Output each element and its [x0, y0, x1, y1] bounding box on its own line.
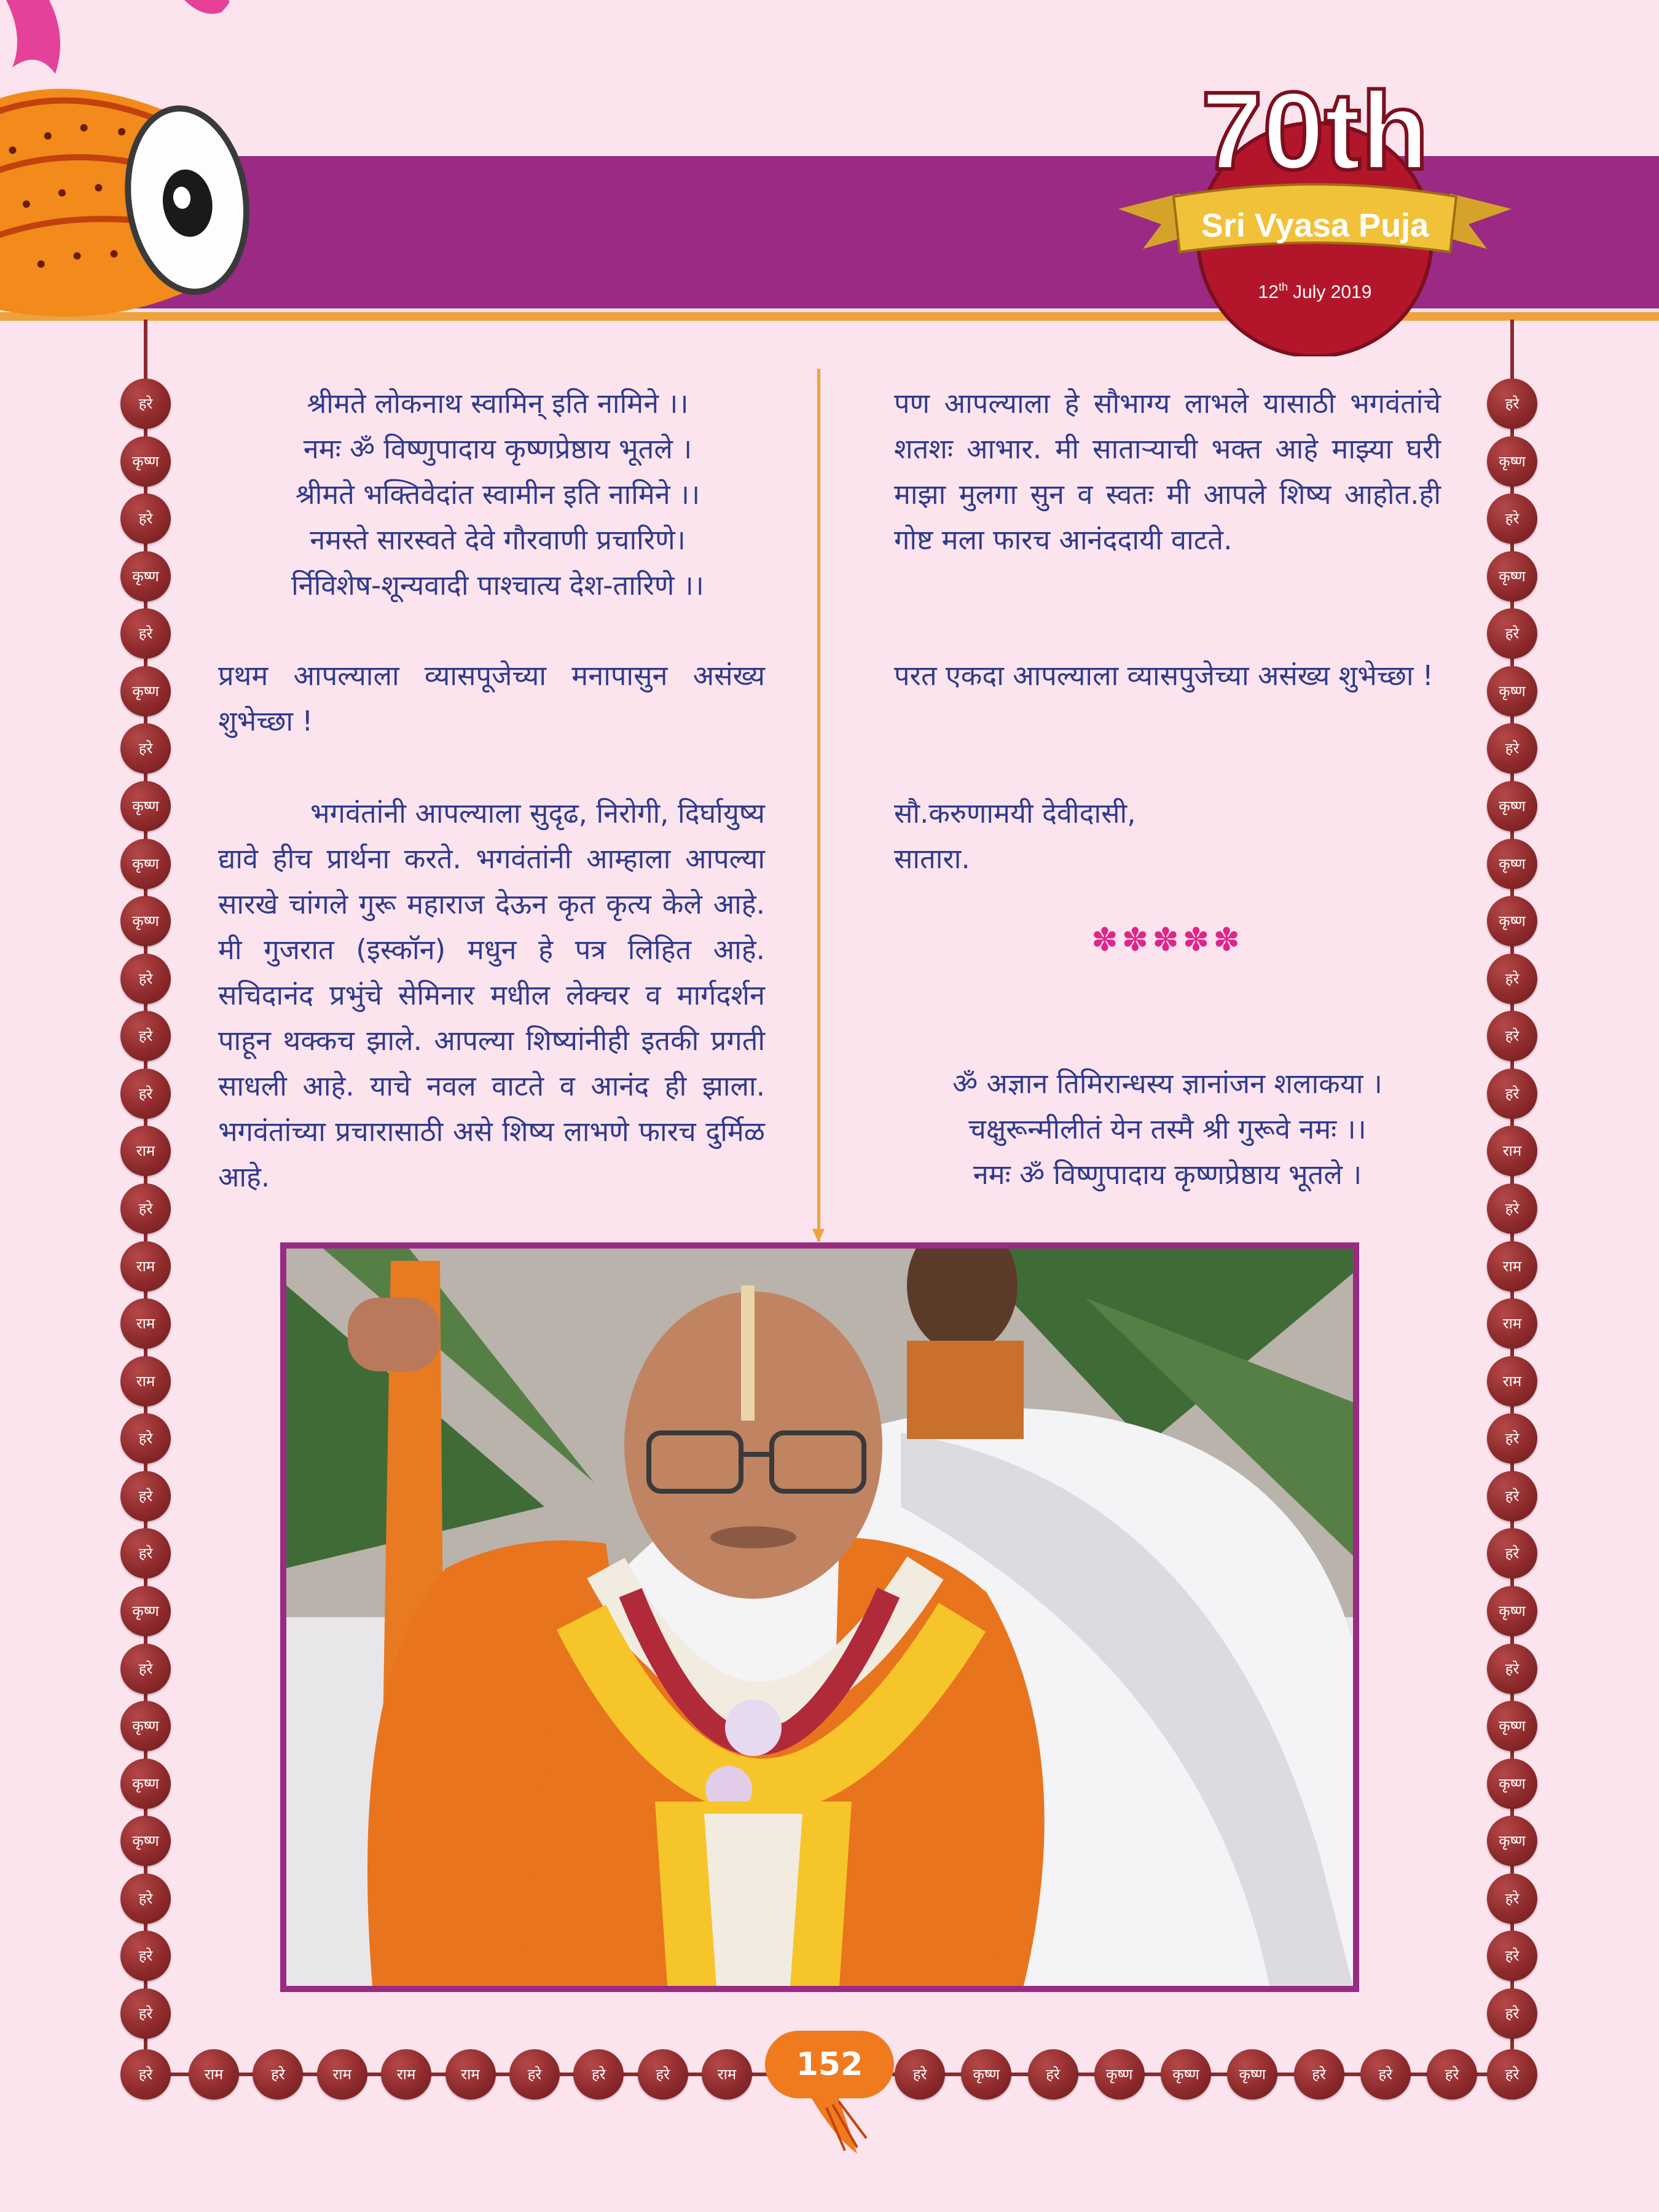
japa-bead-icon: कृष्ण	[1487, 1816, 1537, 1866]
right-para-2	[894, 653, 1441, 699]
japa-bead-icon: हरे	[120, 493, 171, 544]
japa-bead-icon: हरे	[120, 954, 171, 1004]
japa-bead-icon: कृष्ण	[1487, 896, 1537, 946]
invocation-line: श्रीमते भक्तिवेदांत स्वामीन इति नामिने ।।	[295, 478, 700, 511]
left-invocation	[209, 381, 786, 608]
page-number-badge	[765, 2031, 900, 2154]
japa-bead-icon: हरे	[120, 1988, 171, 2039]
anniversary-badge	[1106, 86, 1536, 356]
japa-bead-icon: राम	[1487, 1298, 1537, 1349]
japa-bead-icon: राम	[1487, 1241, 1537, 1292]
invocation-line: र्निविशेष-शून्यवादी पाश्चात्य देश-तारिणे ।।	[291, 569, 704, 602]
japa-bead-icon: राम	[120, 1298, 171, 1349]
japa-bead-icon: हरे	[1487, 954, 1537, 1004]
left-body	[218, 791, 765, 1200]
badge-date-suffix: th	[1278, 281, 1288, 293]
greeting-text: प्रथम आपल्याला व्यासपूजेच्या मनापासुन असंख्य शुभेच्छा !	[218, 659, 765, 737]
japa-bead-icon: हरे	[120, 378, 171, 429]
japa-bead-icon: हरे	[895, 2049, 945, 2100]
japa-bead-icon: राम	[120, 1356, 171, 1406]
japa-bead-icon: कृष्ण	[120, 436, 171, 487]
japa-bead-icon: कृष्ण	[1487, 839, 1537, 889]
japa-bead-icon: हरे	[120, 1528, 171, 1579]
japa-bead-icon: हरे	[1487, 1528, 1537, 1579]
japa-bead-icon: कृष्ण	[1487, 1759, 1537, 1809]
japa-bead-icon: हरे	[120, 608, 171, 659]
japa-bead-icon: हरे	[1487, 1873, 1537, 1924]
body-text: भगवंतांनी आपल्याला सुदृढ, निरोगी, दिर्घायुष्य द्यावे हीच प्रार्थना करते. भगवंतांनी आम्हाला आपल्या सारखे चांगले गुरू महाराज देऊन कृत कृत्य केले आहे. मी गुजरात (इस्कॉन) मधुन हे पत्र लिहित आहे. सचिदानंद प्रभुंचे सेमिनार मधील लेक्चर व मार्गदर्शन पाहून थक्कच झाले. आपल्या शिष्यांनीही इतकी प्रगती साधली आहे. याचे नवल वाटते व आनंद ही झाला. भगवंतांच्या प्रचारासाठी असे शिष्य लाभणे फारच दुर्मिळ आहे.	[218, 797, 765, 1193]
japa-bead-icon: हरे	[120, 1471, 171, 1521]
japa-bead-icon: हरे	[1487, 1011, 1537, 1061]
japa-bead-icon: कृष्ण	[120, 666, 171, 716]
japa-bead-icon: हरे	[120, 1011, 171, 1061]
invocation-line: श्रीमते लोकनाथ स्वामिन् इति नामिने ।।	[307, 387, 689, 420]
badge-title: Sri Vyasa Puja	[1201, 207, 1429, 244]
japa-bead-icon: कृष्ण	[1487, 1701, 1537, 1751]
japa-bead-icon: कृष्ण	[1487, 666, 1537, 716]
japa-bead-icon: कृष्ण	[1487, 1586, 1537, 1636]
japa-bead-icon: हरे	[120, 1873, 171, 1924]
japa-bead-icon: राम	[381, 2049, 431, 2100]
badge-date-day: 12	[1258, 282, 1279, 302]
japa-bead-icon: हरे	[1487, 1413, 1537, 1464]
japa-bead-icon: हरे	[1487, 1069, 1537, 1119]
badge-number: 70th	[1201, 86, 1429, 193]
signature-place: सातारा.	[894, 842, 970, 875]
column-divider	[817, 369, 820, 1241]
japa-bead-icon: हरे	[120, 1644, 171, 1694]
japa-bead-icon: कृष्ण	[1487, 436, 1537, 487]
japa-bead-icon: कृष्ण	[120, 839, 171, 889]
japa-bead-icon: हरे	[1487, 1471, 1537, 1521]
closing-prayer	[879, 1061, 1456, 1198]
japa-bead-icon: हरे	[120, 723, 171, 774]
japa-bead-icon: कृष्ण	[120, 896, 171, 946]
japa-bead-icon: कृष्ण	[1487, 551, 1537, 602]
japa-bead-icon: हरे	[120, 2049, 171, 2100]
japa-bead-icon: हरे	[120, 1931, 171, 1981]
badge-date-rest: July 2019	[1292, 282, 1372, 302]
japa-bead-icon: कृष्ण	[120, 1586, 171, 1636]
mridanga-drum-icon	[0, 0, 264, 332]
left-greeting	[218, 653, 765, 744]
invocation-line: नमस्ते सारस्वते देवे गौरवाणी प्रचारिणे।	[310, 524, 686, 556]
japa-bead-icon: कृष्ण	[120, 781, 171, 831]
japa-bead-icon: राम	[120, 1126, 171, 1176]
japa-bead-icon: हरे	[1487, 1931, 1537, 1981]
japa-bead-icon: हरे	[638, 2049, 688, 2100]
japa-bead-icon: राम	[702, 2049, 752, 2100]
page-number: 152	[765, 2031, 894, 2098]
japa-bead-icon: हरे	[509, 2049, 560, 2100]
right-para-1	[894, 381, 1441, 563]
japa-bead-icon: कृष्ण	[120, 1816, 171, 1866]
invocation-line: नमः ॐ विष्णुपादाय कृष्णप्रेष्ठाय भूतले ।	[303, 433, 692, 465]
japa-bead-icon: राम	[1487, 1126, 1537, 1176]
right-para-text: पण आपल्याला हे सौभाग्य लाभले यासाठी भगवंतांचे शतशः आभार. मी सातार्‍याची भक्त आहे माझ्या घरी माझा मुलगा सुन व स्वतः मी आपले शिष्य आहोत.ही गोष्ट मला फारच आनंददायी वाटते.	[894, 387, 1441, 556]
japa-bead-icon: कृष्ण	[1161, 2049, 1211, 2100]
japa-bead-icon: हरे	[1360, 2049, 1411, 2100]
japa-bead-icon: कृष्ण	[1227, 2049, 1277, 2100]
japa-bead-icon: कृष्ण	[1487, 781, 1537, 831]
japa-bead-icon: कृष्ण	[961, 2049, 1011, 2100]
guru-photo	[286, 1249, 1353, 1986]
japa-bead-icon: राम	[1487, 1356, 1537, 1406]
japa-bead-icon: हरे	[1028, 2049, 1078, 2100]
japa-bead-icon: हरे	[1487, 2049, 1537, 2100]
japa-bead-icon: हरे	[120, 1069, 171, 1119]
closing-line: ॐ अज्ञान तिमिरान्धस्य ज्ञानांजन शलाकया ।	[952, 1067, 1382, 1100]
japa-bead-icon: हरे	[1487, 1644, 1537, 1694]
japa-bead-icon: हरे	[1427, 2049, 1477, 2100]
japa-bead-icon: हरे	[1487, 1988, 1537, 2039]
closing-line: नमः ॐ विष्णुपादाय कृष्णप्रेष्ठाय भूतले ।	[973, 1158, 1362, 1191]
japa-bead-icon: हरे	[120, 1183, 171, 1234]
japa-bead-icon: हरे	[573, 2049, 624, 2100]
japa-bead-icon: हरे	[1487, 1183, 1537, 1234]
japa-bead-icon: राम	[120, 1241, 171, 1292]
japa-bead-icon: हरे	[1487, 493, 1537, 544]
badge-date	[1258, 281, 1372, 302]
signature	[894, 791, 1441, 882]
column-divider-tip	[812, 1229, 825, 1242]
japa-bead-icon: राम	[317, 2049, 367, 2100]
japa-bead-icon: हरे	[1487, 723, 1537, 774]
photo-frame	[280, 1242, 1359, 1992]
japa-bead-icon: हरे	[1487, 378, 1537, 429]
japa-bead-icon: कृष्ण	[120, 1759, 171, 1809]
japa-bead-icon: हरे	[120, 1413, 171, 1464]
japa-bead-icon: हरे	[1487, 608, 1537, 659]
japa-bead-icon: कृष्ण	[120, 551, 171, 602]
japa-bead-icon: राम	[445, 2049, 496, 2100]
right-para-text: परत एकदा आपल्याला व्यासपुजेच्या असंख्य शुभेच्छा !	[894, 659, 1433, 692]
closing-line: चक्षुरून्मीलीतं येन तस्मै श्री गुरूवे नमः ।।	[968, 1113, 1367, 1145]
japa-bead-icon: कृष्ण	[120, 1701, 171, 1751]
signature-name: सौ.करुणामयी देवीदासी,	[894, 797, 1136, 830]
section-stars: ✽✽✽✽✽	[1091, 922, 1244, 959]
japa-bead-icon: राम	[189, 2049, 239, 2100]
japa-bead-icon: हरे	[253, 2049, 303, 2100]
japa-bead-icon: कृष्ण	[1094, 2049, 1145, 2100]
japa-bead-icon: हरे	[1294, 2049, 1344, 2100]
